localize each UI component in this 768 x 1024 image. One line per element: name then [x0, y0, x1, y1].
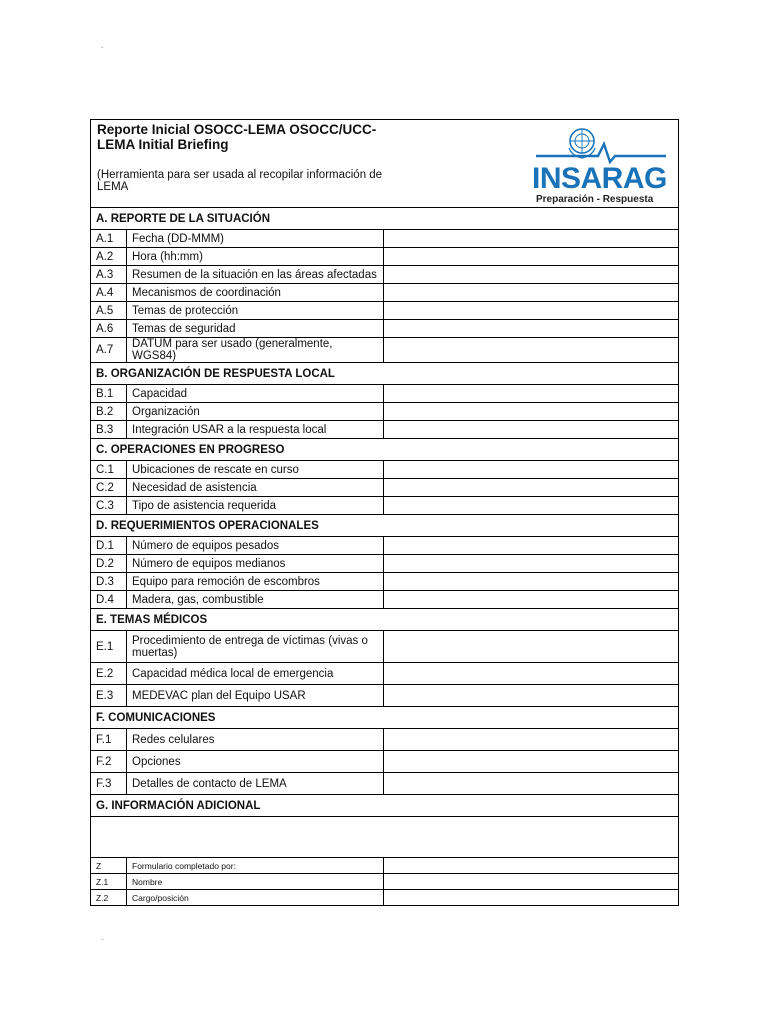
item-label: Tipo de asistencia requerida — [127, 497, 384, 515]
item-label: Hora (hh:mm) — [127, 248, 384, 266]
un-emblem-icon — [569, 129, 595, 158]
item-answer-field[interactable] — [384, 591, 679, 609]
footer-row — [91, 858, 679, 874]
item-answer-field[interactable] — [384, 555, 679, 573]
item-answer-field[interactable] — [384, 461, 679, 479]
item-label: Equipo para remoción de escombros — [127, 573, 384, 591]
item-label: MEDEVAC plan del Equipo USAR — [127, 685, 384, 707]
form-row — [91, 573, 679, 591]
item-label: Capacidad médica local de emergencia — [127, 663, 384, 685]
section-header — [91, 363, 679, 385]
item-label: Madera, gas, combustible — [127, 591, 384, 609]
section-title: A. REPORTE DE LA SITUACIÓN — [91, 208, 679, 230]
item-answer-field[interactable] — [384, 497, 679, 515]
form-row — [91, 773, 679, 795]
item-label: Capacidad — [127, 385, 384, 403]
item-label: Resumen de la situación en las áreas afectadas — [127, 266, 384, 284]
footer-row — [91, 890, 679, 906]
footer-code: Z.2 — [91, 890, 127, 906]
item-code: C.3 — [91, 497, 127, 515]
item-answer-field[interactable] — [384, 403, 679, 421]
item-answer-field[interactable] — [384, 479, 679, 497]
item-label: Número de equipos pesados — [127, 537, 384, 555]
item-code: A.5 — [91, 302, 127, 320]
footer-label: Cargo/posición — [127, 890, 384, 906]
form-row — [91, 230, 679, 248]
form-row — [91, 555, 679, 573]
form-subtitle: (Herramienta para ser usada al recopilar información de LEMA — [97, 169, 383, 193]
footer-code: Z — [91, 858, 127, 874]
footer-row — [91, 874, 679, 890]
item-label: Mecanismos de coordinación — [127, 284, 384, 302]
form-row — [91, 537, 679, 555]
item-label: Organización — [127, 403, 384, 421]
item-code: A.6 — [91, 320, 127, 338]
section-header — [91, 439, 679, 461]
item-code: D.2 — [91, 555, 127, 573]
item-label: Necesidad de asistencia — [127, 479, 384, 497]
footer-code: Z.1 — [91, 874, 127, 890]
item-answer-field[interactable] — [384, 248, 679, 266]
item-answer-field[interactable] — [384, 685, 679, 707]
form-row — [91, 497, 679, 515]
item-answer-field[interactable] — [384, 302, 679, 320]
insarag-logo — [384, 120, 679, 204]
form-row — [91, 729, 679, 751]
form-row — [91, 421, 679, 439]
item-answer-field[interactable] — [384, 663, 679, 685]
form-row — [91, 248, 679, 266]
item-code: A.3 — [91, 266, 127, 284]
section-header — [91, 795, 679, 817]
item-label: Ubicaciones de rescate en curso — [127, 461, 384, 479]
item-code: D.4 — [91, 591, 127, 609]
item-code: B.3 — [91, 421, 127, 439]
item-answer-field[interactable] — [384, 729, 679, 751]
section-title: F. COMUNICACIONES — [91, 707, 679, 729]
item-label: Redes celulares — [127, 729, 384, 751]
form-row — [91, 403, 679, 421]
item-code: E.1 — [91, 631, 127, 663]
section-header — [91, 208, 679, 230]
item-label: Temas de protección — [127, 302, 384, 320]
item-answer-field[interactable] — [384, 773, 679, 795]
section-header — [91, 707, 679, 729]
logo-tagline: Preparación - Respuesta — [535, 194, 653, 204]
footer-answer-field[interactable] — [384, 874, 679, 890]
item-answer-field[interactable] — [384, 421, 679, 439]
item-answer-field[interactable] — [384, 266, 679, 284]
item-code: E.3 — [91, 685, 127, 707]
item-code: D.1 — [91, 537, 127, 555]
section-header — [91, 609, 679, 631]
item-code: B.2 — [91, 403, 127, 421]
item-label: Número de equipos medianos — [127, 555, 384, 573]
item-label: Procedimiento de entrega de víctimas (vivas o muertas) — [127, 631, 384, 663]
form-table — [90, 119, 679, 906]
item-code: D.3 — [91, 573, 127, 591]
page-mark-bottom: . — [101, 932, 104, 942]
item-label: Opciones — [127, 751, 384, 773]
item-answer-field[interactable] — [384, 537, 679, 555]
item-answer-field[interactable] — [384, 573, 679, 591]
item-code: A.2 — [91, 248, 127, 266]
item-code: F.3 — [91, 773, 127, 795]
header-text-cell — [91, 120, 384, 208]
item-answer-field[interactable] — [384, 631, 679, 663]
section-title: B. ORGANIZACIÓN DE RESPUESTA LOCAL — [91, 363, 679, 385]
form-row — [91, 320, 679, 338]
item-answer-field[interactable] — [384, 385, 679, 403]
additional-info-field[interactable] — [91, 817, 679, 858]
form-row — [91, 338, 679, 363]
form-row — [91, 461, 679, 479]
item-code: E.2 — [91, 663, 127, 685]
header-row — [91, 120, 679, 208]
form-row — [91, 631, 679, 663]
item-answer-field[interactable] — [384, 338, 679, 363]
heartbeat-line-icon — [536, 144, 666, 162]
form-row — [91, 385, 679, 403]
footer-label: Formulario completado por: — [127, 858, 384, 874]
item-label: Fecha (DD-MMM) — [127, 230, 384, 248]
form-row — [91, 479, 679, 497]
additional-info-row — [91, 817, 679, 858]
form-row — [91, 751, 679, 773]
form-title: Reporte Inicial OSOCC-LEMA OSOCC/UCC-LEMA Initial Briefing — [97, 122, 377, 152]
form-row — [91, 685, 679, 707]
item-code: A.7 — [91, 338, 127, 363]
item-code: B.1 — [91, 385, 127, 403]
item-label: Temas de seguridad — [127, 320, 384, 338]
item-code: A.4 — [91, 284, 127, 302]
item-answer-field[interactable] — [384, 284, 679, 302]
section-title: G. INFORMACIÓN ADICIONAL — [91, 795, 679, 817]
section-title: C. OPERACIONES EN PROGRESO — [91, 439, 679, 461]
logo-cell — [384, 120, 679, 208]
briefing-form — [90, 119, 678, 906]
item-label: DATUM para ser usado (generalmente, WGS84) — [127, 338, 384, 363]
item-code: C.2 — [91, 479, 127, 497]
form-row — [91, 302, 679, 320]
footer-answer-field[interactable] — [384, 858, 679, 874]
item-answer-field[interactable] — [384, 751, 679, 773]
item-label: Integración USAR a la respuesta local — [127, 421, 384, 439]
item-answer-field[interactable] — [384, 230, 679, 248]
footer-answer-field[interactable] — [384, 890, 679, 906]
item-code: F.1 — [91, 729, 127, 751]
logo-wordmark: INSARAG — [531, 162, 667, 195]
page-mark-top: . — [101, 40, 104, 50]
footer-label: Nombre — [127, 874, 384, 890]
item-code: F.2 — [91, 751, 127, 773]
item-code: C.1 — [91, 461, 127, 479]
section-title: E. TEMAS MÉDICOS — [91, 609, 679, 631]
item-answer-field[interactable] — [384, 320, 679, 338]
form-row — [91, 284, 679, 302]
item-code: A.1 — [91, 230, 127, 248]
section-title: D. REQUERIMIENTOS OPERACIONALES — [91, 515, 679, 537]
form-row — [91, 266, 679, 284]
form-row — [91, 591, 679, 609]
item-label: Detalles de contacto de LEMA — [127, 773, 384, 795]
section-header — [91, 515, 679, 537]
form-row — [91, 663, 679, 685]
